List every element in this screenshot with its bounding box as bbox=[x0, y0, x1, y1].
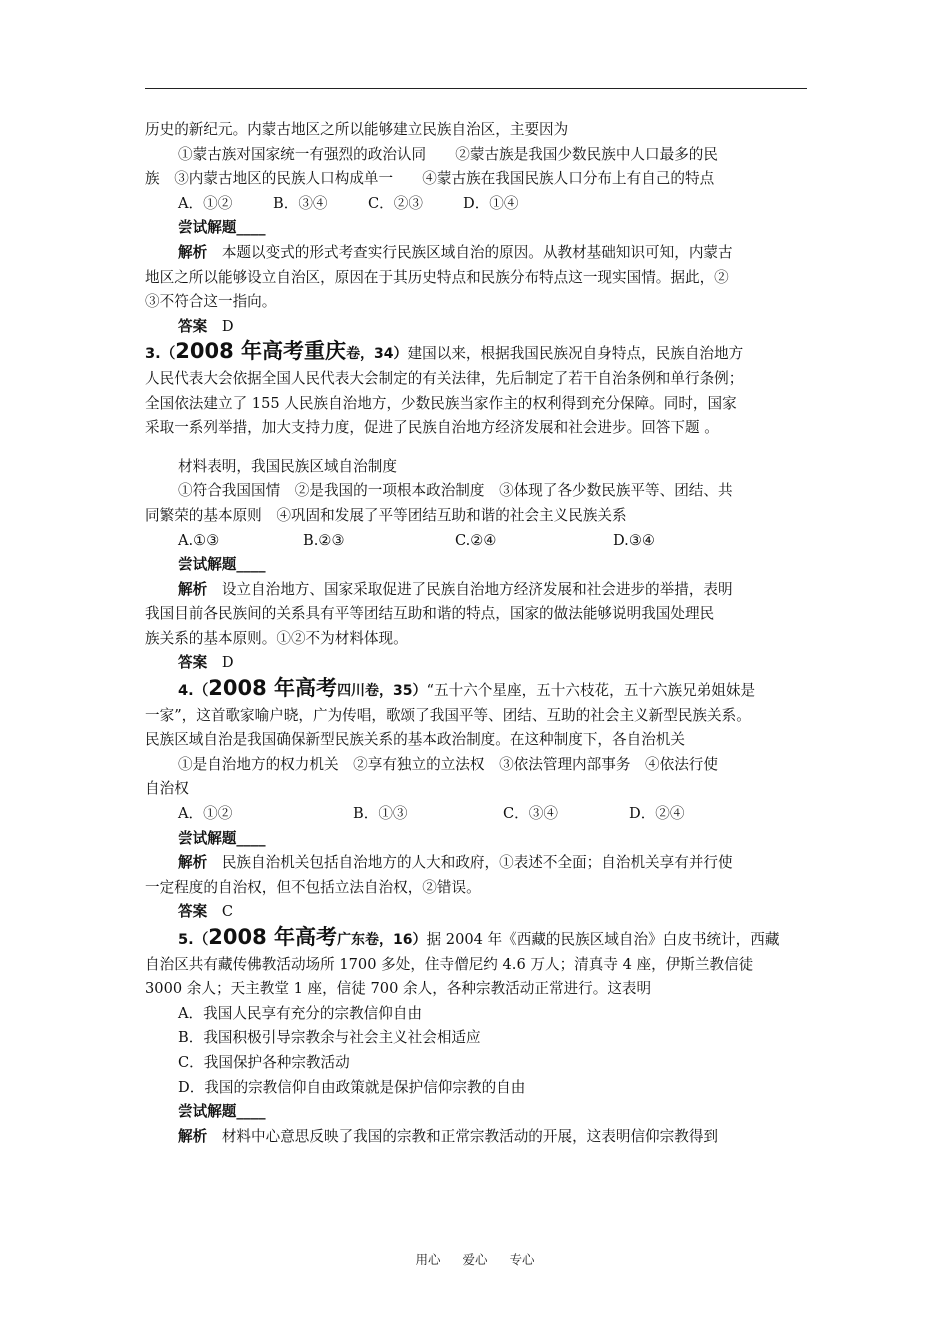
q5-analysis-1: 材料中心意思反映了我国的宗教和正常宗教活动的开展，这表明信仰宗教得到 bbox=[221, 1127, 719, 1145]
q3-answer-label: 答案 bbox=[178, 654, 208, 672]
q2-choices-2: 族 ③内蒙古地区的民族人口构成单一 ④蒙古族在我国民族人口分布上有自己的特点 bbox=[145, 170, 715, 188]
q3-source-detail: 卷，34） bbox=[346, 346, 408, 363]
header-rule bbox=[145, 88, 807, 89]
q4-options bbox=[145, 802, 807, 827]
q2-analysis-label: 解析 bbox=[178, 243, 208, 261]
q3-material-4: 采取一系列举措，加大支持力度，促进了民族自治地方经济发展和社会进步。回答下题 。 bbox=[145, 419, 719, 437]
q3-choices-2: 同繁荣的基本原则 ④巩固和发展了平等团结互助和谐的社会主义民族关系 bbox=[145, 506, 627, 524]
q5-material-1: 据 2004 年《西藏的民族区域自治》白皮书统计，西藏 bbox=[426, 931, 780, 948]
q3-option-a: A.①③ bbox=[178, 531, 220, 549]
q4-try-solve: 尝试解题____ bbox=[178, 829, 266, 847]
q4-header bbox=[145, 676, 807, 704]
q3-try-solve: 尝试解题____ bbox=[178, 556, 266, 574]
q4-option-d: D．②④ bbox=[629, 805, 685, 823]
q3-analysis-label: 解析 bbox=[178, 580, 208, 598]
q4-choices-1: ①是自治地方的权力机关 ②享有独立的立法权 ③依法管理内部事务 ④依法行使 bbox=[178, 755, 718, 773]
q3-stem: 材料表明，我国民族区域自治制度 bbox=[178, 457, 397, 475]
q3-answer: D bbox=[221, 654, 234, 672]
q3-material-3: 全国依法建立了 155 人民族自治地方，少数民族当家作主的权利得到充分保障。同时，国家 bbox=[145, 394, 737, 412]
q5-analysis-label: 解析 bbox=[178, 1127, 208, 1145]
footer-item: 专心 bbox=[509, 1252, 535, 1267]
q3-material-2: 人民代表大会依据全国人民代表大会制定的有关法律，先后制定了若干自治条例和单行条例； bbox=[145, 369, 744, 387]
q4-analysis-label: 解析 bbox=[178, 854, 208, 872]
q3-analysis-2: 我国目前各民族间的关系具有平等团结互助和谐的特点，国家的做法能够说明我国处理民 bbox=[145, 605, 715, 623]
q3-source-title: 2008 年高考重庆 bbox=[175, 339, 347, 364]
q3-analysis-1: 设立自治地方、国家采取促进了民族自治地方经济发展和社会进步的举措，表明 bbox=[221, 580, 733, 598]
q4-choices-2: 自治权 bbox=[145, 780, 189, 798]
q3-choices-1: ①符合我国国情 ②是我国的一项根本政治制度 ③体现了各少数民族平等、团结、共 bbox=[178, 482, 733, 500]
q5-try-solve: 尝试解题____ bbox=[178, 1103, 266, 1121]
q3-option-b: B.②③ bbox=[303, 531, 345, 549]
q4-answer: C bbox=[221, 903, 233, 921]
q3-material-1: 建国以来，根据我国民族况自身特点，民族自治地方 bbox=[407, 345, 744, 363]
q4-source-title: 2008 年高考 bbox=[208, 676, 338, 701]
q5-header bbox=[145, 925, 807, 953]
q3-number: 3.（ bbox=[145, 345, 176, 363]
q4-material-3: 民族区域自治是我国确保新型民族关系的基本政治制度。在这种制度下，各自治机关 bbox=[145, 731, 685, 749]
q2-analysis-1: 本题以变式的形式考查实行民族区域自治的原因。从教材基础知识可知，内蒙古 bbox=[221, 243, 733, 261]
q4-option-a: A．①② bbox=[178, 805, 233, 823]
q5-option-c: C．我国保护各种宗教活动 bbox=[178, 1053, 350, 1071]
q4-material-2: 一家”，这首歌家喻户晓，广为传唱，歌颂了我国平等、团结、互助的社会主义新型民族关系。 bbox=[145, 706, 751, 724]
q2-option-b: B．③④ bbox=[273, 194, 328, 212]
q2-option-d: D．①④ bbox=[463, 194, 519, 212]
q5-source-detail: 广东卷，16） bbox=[337, 932, 427, 948]
page-footer bbox=[0, 1250, 950, 1268]
q3-options bbox=[145, 529, 807, 554]
q4-material-1: “五十六个星座，五十六枝花，五十六族兄弟姐妹是 bbox=[426, 682, 756, 700]
q2-answer-label: 答案 bbox=[178, 317, 208, 335]
q2-analysis-2: 地区之所以能够设立自治区，原因在于其历史特点和民族分布特点这一现实国情。据此，② bbox=[145, 268, 729, 286]
q4-option-b: B．①③ bbox=[353, 805, 408, 823]
q3-analysis-3: 族关系的基本原则。①②不为材料体现。 bbox=[145, 629, 408, 647]
q2-option-a: A．①② bbox=[178, 194, 233, 212]
footer-item: 爱心 bbox=[462, 1252, 488, 1267]
q3-option-c: C.②④ bbox=[455, 531, 497, 549]
q5-number: 5.（ bbox=[178, 931, 209, 948]
q2-analysis-3: ③不符合这一指向。 bbox=[145, 293, 277, 311]
q5-option-d: D．我国的宗教信仰自由政策就是保护信仰宗教的自由 bbox=[178, 1078, 526, 1096]
q2-options bbox=[145, 192, 807, 217]
q2-stem: 历史的新纪元。内蒙古地区之所以能够建立民族自治区，主要因为 bbox=[145, 121, 569, 138]
q5-source-title: 2008 年高考 bbox=[208, 925, 338, 949]
q2-try-solve: 尝试解题____ bbox=[178, 219, 266, 237]
q2-answer: D bbox=[221, 317, 234, 335]
q2-option-c: C．②③ bbox=[368, 194, 423, 212]
q5-option-b: B．我国积极引导宗教余与社会主义社会相适应 bbox=[178, 1029, 481, 1047]
q4-option-c: C．③④ bbox=[503, 805, 558, 823]
q4-analysis-2: 一定程度的自治权，但不包括立法自治权，②错误。 bbox=[145, 878, 481, 896]
footer-item: 用心 bbox=[415, 1252, 441, 1267]
q2-choices-1: ①蒙古族对国家统一有强烈的政治认同 ②蒙古族是我国少数民族中人口最多的民 bbox=[178, 145, 718, 163]
q3-header bbox=[145, 339, 807, 367]
q4-answer-label: 答案 bbox=[178, 903, 208, 921]
q4-analysis-1: 民族自治机关包括自治地方的人大和政府，①表述不全面；自治机关享有并行使 bbox=[221, 854, 733, 872]
q4-number: 4.（ bbox=[178, 682, 209, 700]
q5-material-2: 自治区共有藏传佛教活动场所 1700 多处，住寺僧尼约 4.6 万人；清真寺 4 座，伊斯兰教信徒 bbox=[145, 955, 754, 973]
q4-source-detail: 四川卷，35） bbox=[337, 683, 427, 700]
q5-option-a: A．我国人民享有充分的宗教信仰自由 bbox=[178, 1004, 423, 1022]
q5-material-3: 3000 余人；天主教堂 1 座，信徒 700 余人，各种宗教活动正常进行。这表明 bbox=[145, 980, 652, 998]
document-body bbox=[145, 118, 807, 1149]
q3-option-d: D.③④ bbox=[613, 531, 655, 549]
